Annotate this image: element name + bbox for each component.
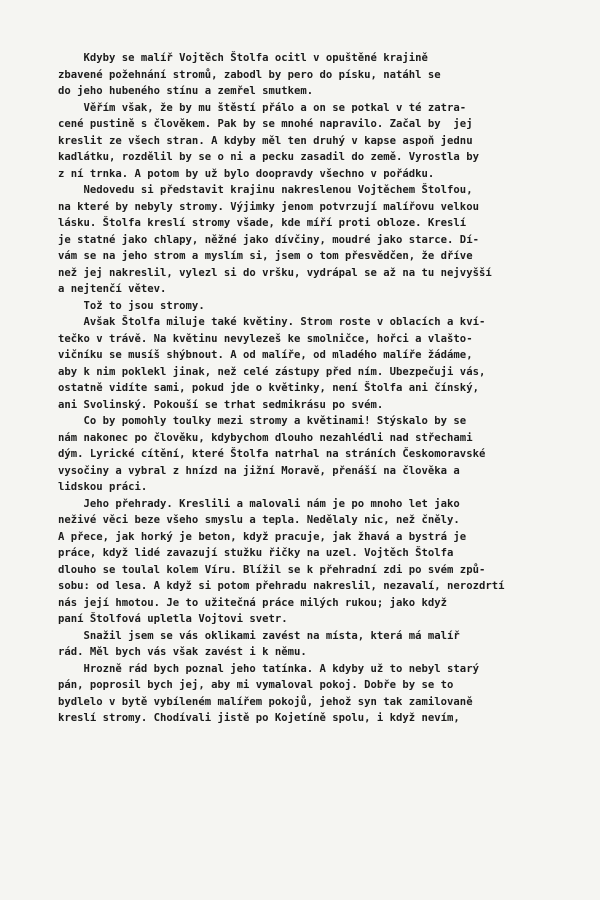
text-line: Co by pomohly toulky mezi stromy a květinami! Stýskalo by se: [58, 415, 467, 427]
text-line: kreslí stromy. Chodívali jistě po Kojetíně spolu, i když nevím,: [58, 712, 460, 724]
text-line: na které by nebyly stromy. Výjimky jenom potvrzují malířovu velkou: [58, 200, 479, 213]
text-line: práce, když lidé zavazují stužku řičky na uzel. Vojtěch Štolfa: [58, 547, 454, 559]
text-line: a nejtenčí větev.: [58, 283, 167, 295]
text-line: než jej nakreslil, vylezl si do vršku, vydrápal se až na tu nejvyšší: [58, 266, 492, 279]
text-line: lásku. Štolfa kreslí stromy všade, kde míří proti obloze. Kreslí: [58, 217, 467, 229]
text-line: Avšak Štolfa miluje také květiny. Strom roste v oblacích a kví-: [58, 316, 486, 328]
text-line: bydlelo v bytě vybíleném malířem pokojů, jehož syn tak zamilovaně: [58, 695, 473, 708]
text-line: rád. Měl bych vás však zavést i k němu.: [58, 646, 307, 658]
text-line: je statné jako chlapy, něžné jako dívčiny, moudré jako starce. Dí-: [58, 233, 479, 246]
text-line: Kdyby se malíř Vojtěch Štolfa ocitl v opuštěné krajině: [58, 52, 428, 64]
text-line: dlouho se toulal kolem Víru. Blížil se k přehradní zdi po svém způ-: [58, 563, 486, 576]
text-line: nás její hmotou. Je to užitečná práce milých rukou; jako když: [58, 596, 448, 609]
text-line: lidskou práci.: [58, 481, 148, 493]
text-line: vám se na jeho strom a myslím si, jsem o tom přesvědčen, že dříve: [58, 250, 473, 262]
text-line: ani Svolinský. Pokouší se trhat sedmikrásu po svém.: [58, 398, 384, 411]
text-line: vičníku se musíš shýbnout. A od malíře, od mladého malíře žádáme,: [58, 349, 473, 361]
text-line: cené pustině s člověkem. Pak by se mnohé napravilo. Začal by jej: [58, 118, 473, 130]
text-line: do jeho hubeného stínu a zemřel smutkem.: [58, 85, 314, 97]
text-line: Nedovedu si představit krajinu nakreslenou Vojtěchem Štolfou,: [58, 184, 473, 196]
text-line: sobu: od lesa. A když si potom přehradu nakreslil, nezavalí, nerozdrtí: [58, 580, 505, 592]
text-line: Jeho přehrady. Kreslili a malovali nám je po mnoho let jako: [58, 497, 460, 510]
text-line: paní Štolfová upletla Vojtovi svetr.: [58, 613, 288, 625]
text-line: kadlátku, rozdělil by se o ni a pecku zasadil do země. Vyrostla by: [58, 151, 479, 163]
text-line: pán, poprosil bych jej, aby mi vymaloval pokoj. Dobře by se to: [58, 679, 454, 691]
text-line: tečko v trávě. Na květinu nevylezeš ke smolničce, hořci a vlašto-: [58, 332, 473, 345]
text-line: aby k nim poklekl jinak, než celé zástupy před ním. Ubezpečuji vás,: [58, 365, 486, 378]
text-line: zbavené požehnání stromů, zabodl by pero do písku, natáhl se: [58, 68, 441, 81]
text-line: z ní trnka. A potom by už bylo doopravdy všechno v pořádku.: [58, 167, 435, 180]
text-line: Snažil jsem se vás oklikami zavést na místa, která má malíř: [58, 629, 460, 642]
text-line: Věřím však, že by mu štěstí přálo a on se potkal v té zatra-: [58, 101, 467, 114]
text-line: dým. Lyrické cítění, které Štolfa natrhal na stráních Českomoravské: [58, 448, 486, 460]
text-line: vysočiny a vybral z hnízd na jižní Moravě, přenáší na člověka a: [58, 464, 460, 477]
text-line: A přece, jak horký je beton, když pracuje, jak žhavá a bystrá je: [58, 530, 467, 543]
text-line: ostatně vidíte sami, pokud jde o květinky, není Štolfa ani čínský,: [58, 382, 479, 394]
text-line: kreslit ze všech stran. A kdyby měl ten druhý v kapse aspoň jednu: [58, 134, 473, 147]
text-line: Hrozně rád bych poznal jeho tatínka. A kdyby už to nebyl starý: [58, 662, 479, 675]
text-line: nám nakonec po člověku, kdybychom dlouho nezahlédli nad střechami: [58, 431, 473, 444]
typewritten-text-block: [58, 50, 598, 727]
text-line: Tož to jsou stromy.: [58, 299, 205, 312]
text-line: neživé věci beze všeho smyslu a tepla. Nedělaly nic, než čněly.: [58, 514, 460, 526]
